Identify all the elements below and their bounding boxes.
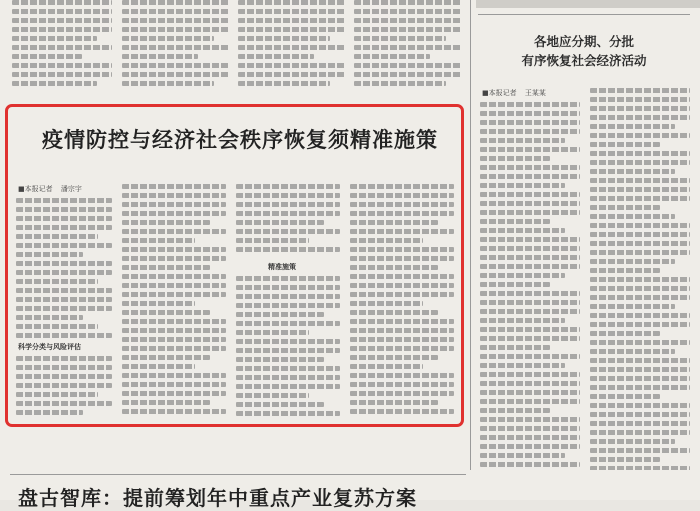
text-line — [236, 211, 340, 216]
text-line — [480, 183, 565, 188]
text-line — [236, 303, 340, 308]
text-line — [122, 202, 226, 207]
text-line — [238, 27, 346, 32]
text-line — [122, 391, 226, 396]
text-line — [480, 264, 580, 269]
text-line — [16, 234, 98, 239]
text-line — [122, 9, 230, 14]
text-line — [122, 211, 226, 216]
subhead-2: 精准施策 — [268, 263, 296, 271]
text-line — [480, 210, 580, 215]
text-line — [354, 9, 462, 14]
text-line — [16, 356, 112, 361]
text-line — [590, 466, 690, 470]
text-line — [16, 279, 98, 284]
text-line — [590, 286, 690, 291]
text-line — [12, 9, 112, 14]
text-line — [590, 241, 690, 246]
text-line — [350, 373, 454, 378]
text-line — [238, 18, 346, 23]
top-column-1 — [12, 0, 112, 92]
text-line — [122, 247, 226, 252]
text-line — [590, 151, 690, 156]
text-line — [480, 309, 580, 314]
text-line — [590, 367, 690, 372]
column-divider — [470, 0, 471, 470]
text-line — [480, 381, 580, 386]
text-line — [16, 261, 112, 266]
text-line — [16, 410, 83, 415]
text-line — [350, 337, 454, 342]
text-line — [350, 229, 454, 234]
text-line — [480, 156, 550, 161]
text-line — [236, 202, 340, 207]
text-line — [350, 283, 454, 288]
text-line — [236, 393, 309, 398]
text-line — [236, 276, 340, 281]
text-line — [236, 184, 340, 189]
bottom-headline: 盘古智库：提前筹划年中重点产业复苏方案 — [18, 486, 417, 510]
text-line — [480, 354, 580, 359]
text-line — [236, 330, 309, 335]
text-line — [16, 216, 112, 221]
text-line — [122, 328, 226, 333]
text-line — [354, 63, 462, 68]
text-line — [236, 357, 324, 362]
text-line — [480, 255, 580, 260]
text-line — [350, 184, 454, 189]
text-line — [236, 294, 340, 299]
text-line — [12, 72, 112, 77]
text-line — [122, 229, 226, 234]
text-line — [590, 385, 690, 390]
text-line — [122, 283, 226, 288]
text-line — [238, 9, 346, 14]
side-byline — [482, 88, 546, 98]
text-line — [354, 18, 462, 23]
text-line — [590, 331, 660, 336]
text-line — [238, 45, 346, 50]
text-line — [590, 322, 690, 327]
text-line — [590, 205, 660, 210]
text-line — [590, 439, 675, 444]
text-line — [480, 462, 580, 467]
byline-label: ■本报记者 — [18, 185, 53, 193]
text-line — [480, 138, 565, 143]
text-line — [122, 292, 226, 297]
text-line — [122, 63, 230, 68]
text-line — [590, 133, 690, 138]
text-line — [238, 72, 346, 77]
text-line — [122, 346, 226, 351]
text-line — [480, 120, 580, 125]
main-column-1b — [16, 356, 112, 418]
text-line — [350, 238, 423, 243]
text-line — [16, 365, 112, 370]
text-line — [350, 301, 423, 306]
text-line — [480, 174, 580, 179]
text-line — [122, 27, 230, 32]
text-line — [590, 403, 690, 408]
text-line — [236, 411, 340, 416]
text-line — [12, 81, 97, 86]
text-line — [480, 165, 580, 170]
text-line — [122, 373, 226, 378]
text-line — [122, 274, 226, 279]
text-line — [480, 291, 580, 296]
text-line — [238, 36, 330, 41]
text-line — [350, 310, 438, 315]
text-line — [236, 348, 340, 353]
text-line — [16, 198, 112, 203]
text-line — [590, 88, 690, 93]
text-line — [480, 300, 580, 305]
text-line — [350, 328, 454, 333]
text-line — [12, 0, 112, 5]
text-line — [350, 265, 438, 270]
text-line — [590, 97, 690, 102]
top-column-2 — [122, 0, 230, 92]
text-line — [12, 45, 112, 50]
text-line — [590, 304, 675, 309]
text-line — [12, 54, 82, 59]
side-column-2 — [590, 88, 690, 470]
text-line — [480, 246, 580, 251]
text-line — [480, 237, 580, 242]
text-line — [480, 390, 580, 395]
text-line — [350, 382, 454, 387]
text-line — [350, 247, 454, 252]
text-line — [480, 147, 580, 152]
text-line — [236, 247, 340, 252]
bottom-rule — [10, 474, 466, 475]
text-line — [590, 295, 690, 300]
text-line — [16, 315, 83, 320]
text-line — [480, 408, 550, 413]
text-line — [590, 394, 660, 399]
text-line — [236, 229, 340, 234]
text-line — [480, 336, 580, 341]
text-line — [590, 223, 690, 228]
main-column-1a — [16, 198, 112, 338]
text-line — [480, 444, 580, 449]
text-line — [12, 27, 112, 32]
text-line — [480, 219, 550, 224]
text-line — [122, 256, 226, 261]
text-line — [122, 319, 226, 324]
text-line — [480, 102, 580, 107]
text-line — [590, 277, 690, 282]
text-line — [480, 417, 580, 422]
top-column-3 — [238, 0, 346, 92]
text-line — [122, 337, 226, 342]
text-line — [480, 273, 565, 278]
side-byline-name: 王某某 — [524, 89, 546, 97]
main-headline: 疫情防控与经济社会秩序恢复须精准施策 — [42, 127, 438, 152]
side-column-1 — [480, 102, 580, 470]
text-line — [350, 346, 454, 351]
text-line — [122, 310, 210, 315]
text-line — [350, 355, 438, 360]
text-line — [122, 184, 226, 189]
text-line — [350, 211, 454, 216]
text-line — [480, 318, 565, 323]
text-line — [480, 192, 580, 197]
text-line — [590, 376, 690, 381]
side-byline-label: ■本报记者 — [482, 89, 517, 97]
text-line — [122, 364, 195, 369]
text-line — [16, 401, 112, 406]
text-line — [350, 202, 454, 207]
text-line — [238, 0, 346, 5]
text-line — [354, 27, 462, 32]
main-column-4 — [350, 184, 454, 418]
text-line — [350, 220, 438, 225]
text-line — [590, 232, 690, 237]
text-line — [590, 457, 660, 462]
text-line — [236, 339, 340, 344]
text-line — [122, 409, 226, 414]
text-line — [480, 327, 580, 332]
text-line — [16, 374, 112, 379]
side-article-title — [478, 32, 690, 70]
side-title-line1: 各地应分期、分批 — [533, 34, 634, 49]
text-line — [236, 375, 340, 380]
text-line — [590, 214, 675, 219]
text-line — [16, 383, 112, 388]
header-strip — [476, 0, 700, 8]
text-line — [590, 196, 690, 201]
text-line — [16, 270, 112, 275]
text-line — [350, 274, 454, 279]
text-line — [12, 63, 112, 68]
text-line — [122, 400, 210, 405]
text-line — [480, 363, 565, 368]
text-line — [480, 111, 580, 116]
text-line — [480, 345, 550, 350]
text-line — [16, 252, 83, 257]
main-column-2 — [122, 184, 226, 418]
text-line — [590, 259, 675, 264]
text-line — [590, 421, 690, 426]
text-line — [480, 426, 580, 431]
text-line — [480, 453, 565, 458]
text-line — [16, 333, 112, 338]
main-byline — [18, 184, 82, 194]
text-line — [236, 285, 340, 290]
text-line — [236, 321, 340, 326]
text-line — [236, 312, 324, 317]
text-line — [590, 448, 690, 453]
text-line — [236, 193, 340, 198]
text-line — [16, 288, 112, 293]
text-line — [122, 220, 210, 225]
text-line — [350, 292, 454, 297]
text-line — [590, 430, 690, 435]
text-line — [480, 129, 580, 134]
text-line — [122, 193, 226, 198]
subhead-1: 科学分类与风险评估 — [18, 343, 81, 351]
text-line — [480, 399, 580, 404]
text-line — [350, 400, 438, 405]
text-line — [238, 54, 314, 59]
text-line — [590, 412, 690, 417]
text-line — [590, 187, 690, 192]
text-line — [480, 435, 580, 440]
text-line — [122, 265, 210, 270]
text-line — [122, 355, 210, 360]
text-line — [350, 319, 454, 324]
text-line — [354, 36, 446, 41]
text-line — [236, 366, 340, 371]
text-line — [16, 297, 112, 302]
text-line — [236, 402, 324, 407]
text-line — [12, 36, 97, 41]
side-title-line2: 有序恢复社会经济活动 — [521, 53, 647, 68]
text-line — [16, 243, 112, 248]
main-column-3b — [236, 276, 340, 418]
text-line — [236, 384, 340, 389]
text-line — [354, 72, 462, 77]
text-line — [350, 409, 454, 414]
text-line — [354, 0, 462, 5]
text-line — [122, 81, 214, 86]
text-line — [350, 364, 423, 369]
text-line — [590, 349, 675, 354]
text-line — [590, 124, 675, 129]
text-line — [590, 142, 660, 147]
text-line — [590, 106, 690, 111]
text-line — [16, 324, 98, 329]
text-line — [16, 392, 98, 397]
text-line — [590, 169, 675, 174]
text-line — [350, 193, 454, 198]
text-line — [480, 201, 580, 206]
text-line — [350, 391, 454, 396]
text-line — [480, 282, 550, 287]
text-line — [122, 36, 214, 41]
text-line — [590, 268, 660, 273]
text-line — [122, 45, 230, 50]
text-line — [122, 54, 198, 59]
text-line — [590, 115, 690, 120]
side-top-rule — [478, 14, 690, 15]
byline-name: 潘宗宇 — [60, 185, 82, 193]
text-line — [16, 225, 112, 230]
text-line — [590, 358, 690, 363]
text-line — [16, 306, 112, 311]
text-line — [122, 0, 230, 5]
text-line — [122, 18, 230, 23]
text-line — [12, 18, 112, 23]
text-line — [238, 81, 330, 86]
text-line — [236, 238, 309, 243]
text-line — [480, 372, 580, 377]
top-column-4 — [354, 0, 462, 92]
text-line — [590, 313, 690, 318]
text-line — [590, 340, 690, 345]
text-line — [354, 45, 462, 50]
text-line — [236, 220, 324, 225]
text-line — [590, 160, 690, 165]
main-column-3a — [236, 184, 340, 256]
text-line — [122, 382, 226, 387]
text-line — [590, 250, 690, 255]
text-line — [122, 238, 195, 243]
text-line — [122, 72, 230, 77]
text-line — [350, 256, 454, 261]
text-line — [238, 63, 346, 68]
text-line — [480, 228, 565, 233]
text-line — [354, 54, 430, 59]
text-line — [354, 81, 446, 86]
text-line — [122, 301, 195, 306]
text-line — [590, 178, 690, 183]
text-line — [16, 207, 112, 212]
